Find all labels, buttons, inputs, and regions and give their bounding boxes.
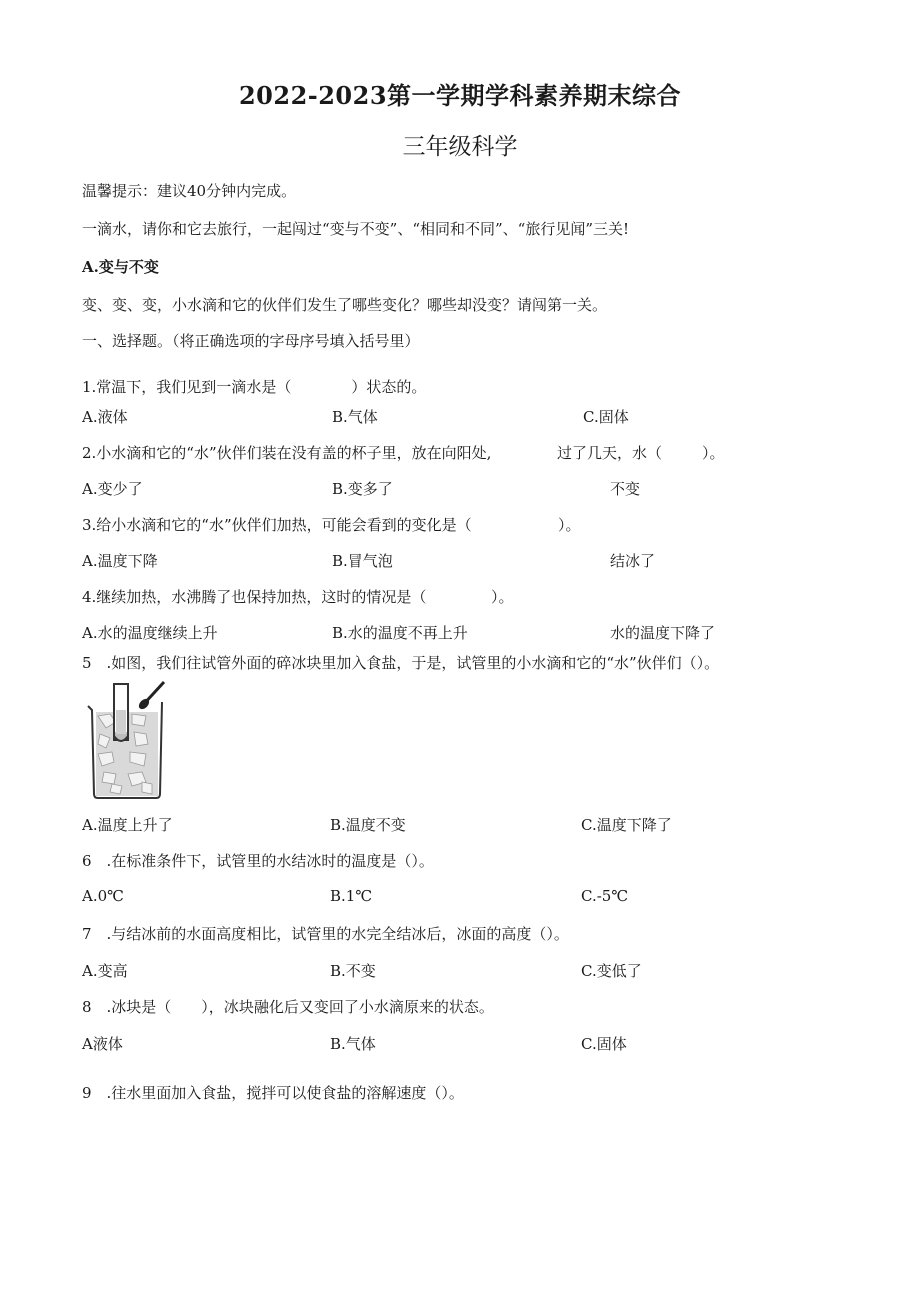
question-8-option-c: C.固体 [581, 1035, 627, 1053]
question-8-stem: 8 .冰块是（ ），冰块融化后又变回了小水滴原来的状态。 [82, 998, 494, 1016]
question-3-stem-end: ）。 [558, 516, 581, 534]
question-9-stem: 9 .往水里面加入食盐，搅拌可以使食盐的溶解速度（）。 [82, 1084, 464, 1102]
question-4-option-b: B.水的温度不再上升 [332, 624, 468, 642]
question-6-option-a: A.0℃ [82, 887, 124, 905]
question-3-option-c: 结冰了 [610, 552, 656, 570]
document-title: 2022-2023第一学期学科素养期末综合 [238, 81, 682, 110]
section-a-lead: 变、变、变，小水滴和它的伙伴们发生了哪些变化？哪些却没变？请闯第一关。 [82, 296, 608, 314]
question-4-stem-end: ）。 [491, 588, 514, 606]
question-5-stem: 5 .如图，我们往试管外面的碎冰块里加入食盐，于是，试管里的小水滴和它的“水”伙伴们（）。 [82, 654, 720, 672]
question-5-option-b: B.温度不变 [330, 816, 406, 834]
question-3-option-a: A.温度下降 [82, 552, 158, 570]
question-6-option-c: C.-5℃ [581, 887, 629, 905]
question-2-option-b: B.变多了 [332, 480, 393, 498]
question-1-stem: 1.常温下，我们见到一滴水是（ ）状态的。 [82, 378, 427, 396]
document-subtitle: 三年级科学 [402, 134, 518, 160]
question-7-option-c: C.变低了 [581, 962, 642, 980]
question-8-option-b: B.气体 [330, 1035, 376, 1053]
question-6-stem: 6 .在标准条件下，试管里的水结冰时的温度是（）。 [82, 852, 434, 870]
question-8-option-a: A液体 [82, 1035, 123, 1053]
question-2-stem-end: ）。 [702, 444, 725, 462]
question-6-option-b: B.1℃ [330, 887, 373, 905]
question-7-option-b: B.不变 [330, 962, 376, 980]
question-5-option-c: C.温度下降了 [581, 816, 672, 834]
question-7-option-a: A.变高 [82, 962, 128, 980]
question-4-stem: 4.继续加热，水沸腾了也保持加热，这时的情况是（ [82, 588, 427, 606]
beaker-test-tube-illustration [84, 680, 182, 802]
question-3-option-b: B.冒气泡 [332, 552, 393, 570]
question-1-option-a: A.液体 [82, 408, 128, 426]
question-4-option-a: A.水的温度继续上升 [82, 624, 218, 642]
tip-text: 温馨提示：建议40分钟内完成。 [82, 182, 297, 200]
question-2-stem-tail: 过了几天，水（ [557, 444, 663, 462]
question-2-option-a: A.变少了 [82, 480, 143, 498]
question-2-option-c: 不变 [610, 480, 641, 498]
question-5-option-a: A.温度上升了 [82, 816, 173, 834]
question-1-option-b: B.气体 [332, 408, 378, 426]
question-3-stem: 3.给小水滴和它的“水”伙伴们加热，可能会看到的变化是（ [82, 516, 472, 534]
question-4-option-c: 水的温度下降了 [610, 624, 716, 642]
question-7-stem: 7 .与结冰前的水面高度相比，试管里的水完全结冰后，冰面的高度（）。 [82, 925, 569, 943]
question-1-option-c: C.固体 [583, 408, 629, 426]
section-a-heading: A.变与不变 [82, 258, 159, 276]
question-2-stem: 2.小水滴和它的“水”伙伴们装在没有盖的杯子里，放在向阳处, [82, 444, 492, 462]
part-heading: 一、选择题。（将正确选项的字母序号填入括号里） [82, 332, 420, 350]
intro-text: 一滴水，请你和它去旅行，一起闯过“变与不变”、“相同和不同”、“旅行见闻”三关! [82, 220, 630, 238]
